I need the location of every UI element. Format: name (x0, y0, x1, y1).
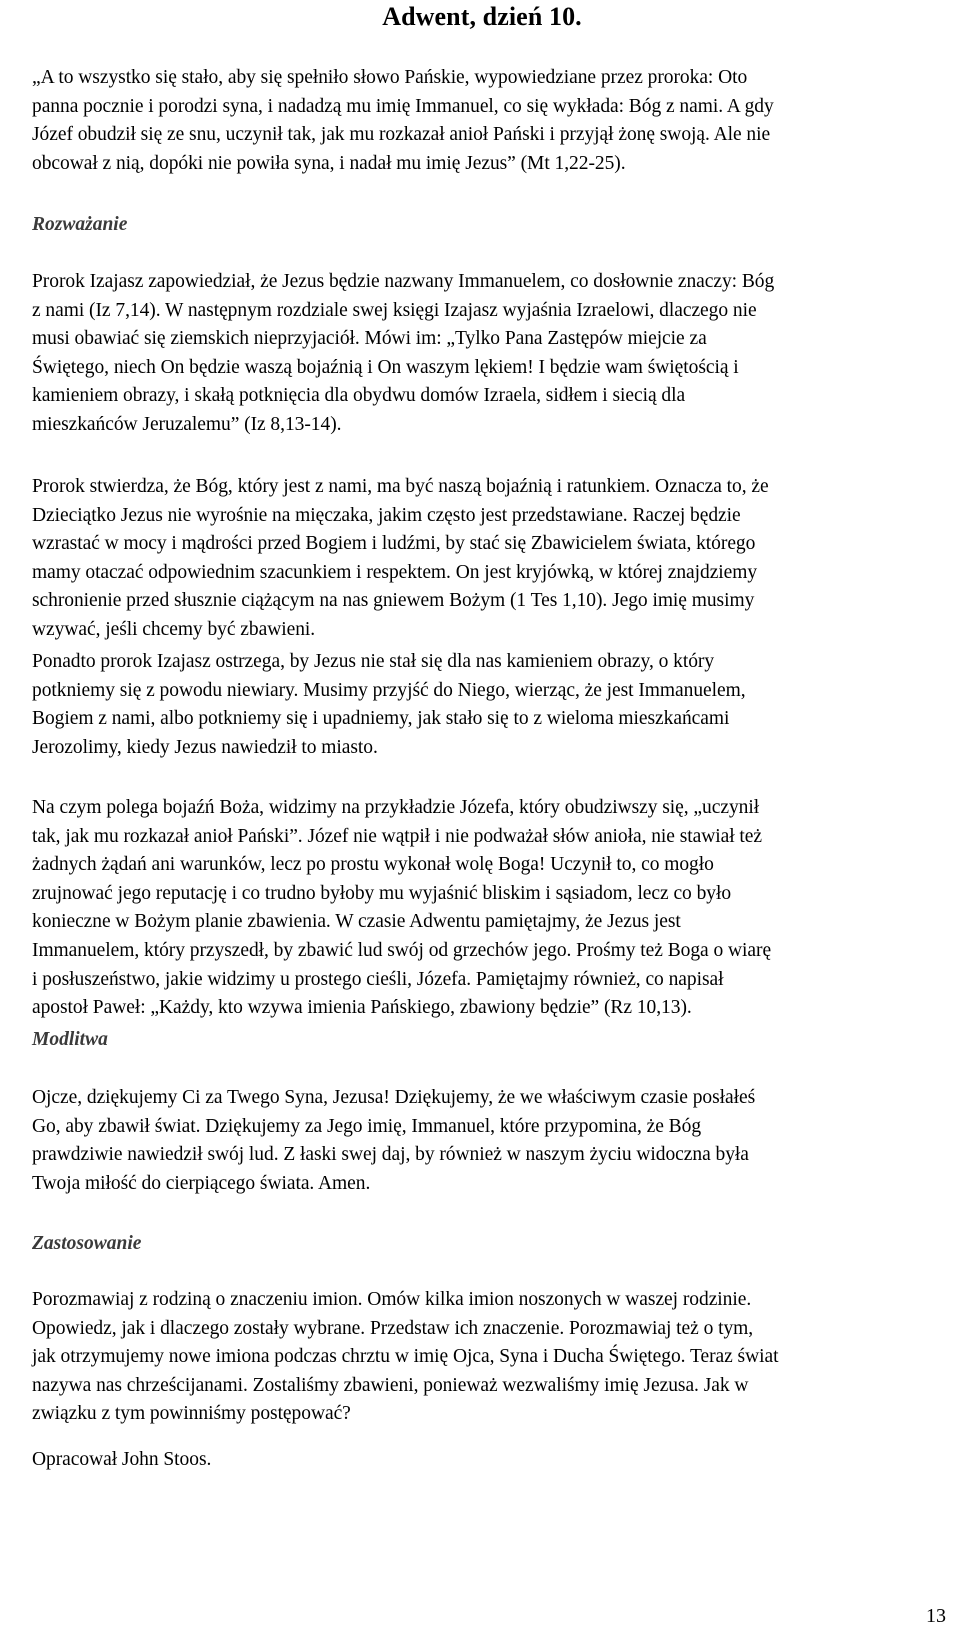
prayer-paragraph: Ojcze, dziękujemy Ci za Twego Syna, Jezusa! Dziękujemy, że we właściwym czasie posłałeś Go, aby zbawił świat. Dziękujemy za Jego imię, Immanuel, które przypomina, że Bóg prawdziwie nawiedził swój lud. Z łaski swej daj, by również w naszym życiu widoczna była Twoja miłość do cierpiącego świata. Amen. (32, 1087, 756, 1194)
author-credit: Opracował John Stoos. (32, 1449, 212, 1470)
section-heading-modlitwa: Modlitwa (32, 1029, 108, 1050)
reflection-paragraph-2: Prorok stwierdza, że Bóg, który jest z nami, ma być naszą bojaźnią i ratunkiem. Oznacza to, że Dzieciątko Jezus nie wyrośnie na mięczaka, jakim często jest przedstawiane. Raczej będzie wzrastać w mocy i mądrości przed Bogiem i ludźmi, by stać się Zbawicielem świata, którego mamy otaczać odpowiednim szacunkiem i respektem. On jest kryjówką, w której znajdziemy schronienie przed słusznie ciążącym na nas gniewem Bożym (1 Tes 1,10). Jego imię musimy wzywać, jeśli chcemy być zbawieni. (32, 476, 769, 640)
section-heading-rozwazanie: Rozważanie (32, 214, 128, 235)
reflection-paragraph-4: Na czym polega bojaźń Boża, widzimy na przykładzie Józefa, który obudziwszy się, „uczynił tak, jak mu rozkazał anioł Pański”. Józef nie wątpił i nie podważał słów anioła, nie stawiał też żadnych żądań ani warunków, lecz po prostu wykonał wolę Boga! Uczynił to, co mogło zrujnować jego reputację i co trudno byłoby mu wyjaśnić bliskim i sąsiadom, lecz co było konieczne w Bożym planie zbawienia. W czasie Adwentu pamiętajmy, że Jezus jest Immanuelem, który przyszedł, by zbawić lud swój od grzechów jego. Prośmy też Boga o wiarę i posłuszeństwo, jakie widzimy u prostego cieśli, Józefa. Pamiętajmy również, co napisał apostoł Paweł: „Każdy, kto wzywa imienia Pańskiego, zbawiony będzie” (Rz 10,13). (32, 797, 772, 1019)
page-title: Adwent, dzień 10. (382, 2, 582, 31)
document-page (32, 0, 932, 1470)
scripture-quote: „A to wszystko się stało, aby się spełniło słowo Pańskie, wypowiedziane przez proroka: Oto panna pocznie i porodzi syna, i nadadzą mu imię Immanuel, co się wykłada: Bóg z nami. A gdy Józef obudził się ze snu, uczynił tak, jak mu rozkazał anioł Pański i przyjął żonę swoją. Ale nie obcował z nią, dopóki nie powiła syna, i nadał mu imię Jezus” (Mt 1,22-25). (32, 67, 774, 174)
application-paragraph: Porozmawiaj z rodziną o znaczeniu imion. Omów kilka imion noszonych w waszej rodzinie. Opowiedz, jak i dlaczego zostały wybrane. Przedstaw ich znaczenie. Porozmawiaj też o tym, jak otrzymujemy nowe imiona podczas chrztu w imię Ojca, Syna i Ducha Świętego. Teraz świat nazywa nas chrześcijanami. Zostaliśmy zbawieni, ponieważ wezwaliśmy imię Jezusa. Jak w związku z tym powinniśmy postępować? (32, 1289, 779, 1425)
page-number: 13 (926, 1605, 946, 1627)
reflection-paragraph-3: Ponadto prorok Izajasz ostrzega, by Jezus nie stał się dla nas kamieniem obrazy, o który potkniemy się z powodu niewiary. Musimy przyjść do Niego, wierząc, że jest Immanuelem, Bogiem z nami, albo potkniemy się i upadniemy, jak stało się to z wieloma mieszkańcami Jerozolimy, kiedy Jezus nawiedził to miasto. (32, 651, 746, 758)
section-heading-zastosowanie: Zastosowanie (32, 1233, 142, 1254)
reflection-paragraph-1: Prorok Izajasz zapowiedział, że Jezus będzie nazwany Immanuelem, co dosłownie znaczy: Bóg z nami (Iz 7,14). W następnym rozdziale swej księgi Izajasz wyjaśnia Izraelowi, dlaczego nie musi obawiać się ziemskich nieprzyjaciół. Mówi im: „Tylko Pana Zastępów miejcie za Świętego, niech On będzie waszą bojaźnią i On waszym lękiem! I będzie wam świętością i kamieniem obrazy, i skałą potknięcia dla obydwu domów Izraela, sidłem i siecią dla mieszkańców Jeruzalemu” (Iz 8,13-14). (32, 271, 775, 435)
